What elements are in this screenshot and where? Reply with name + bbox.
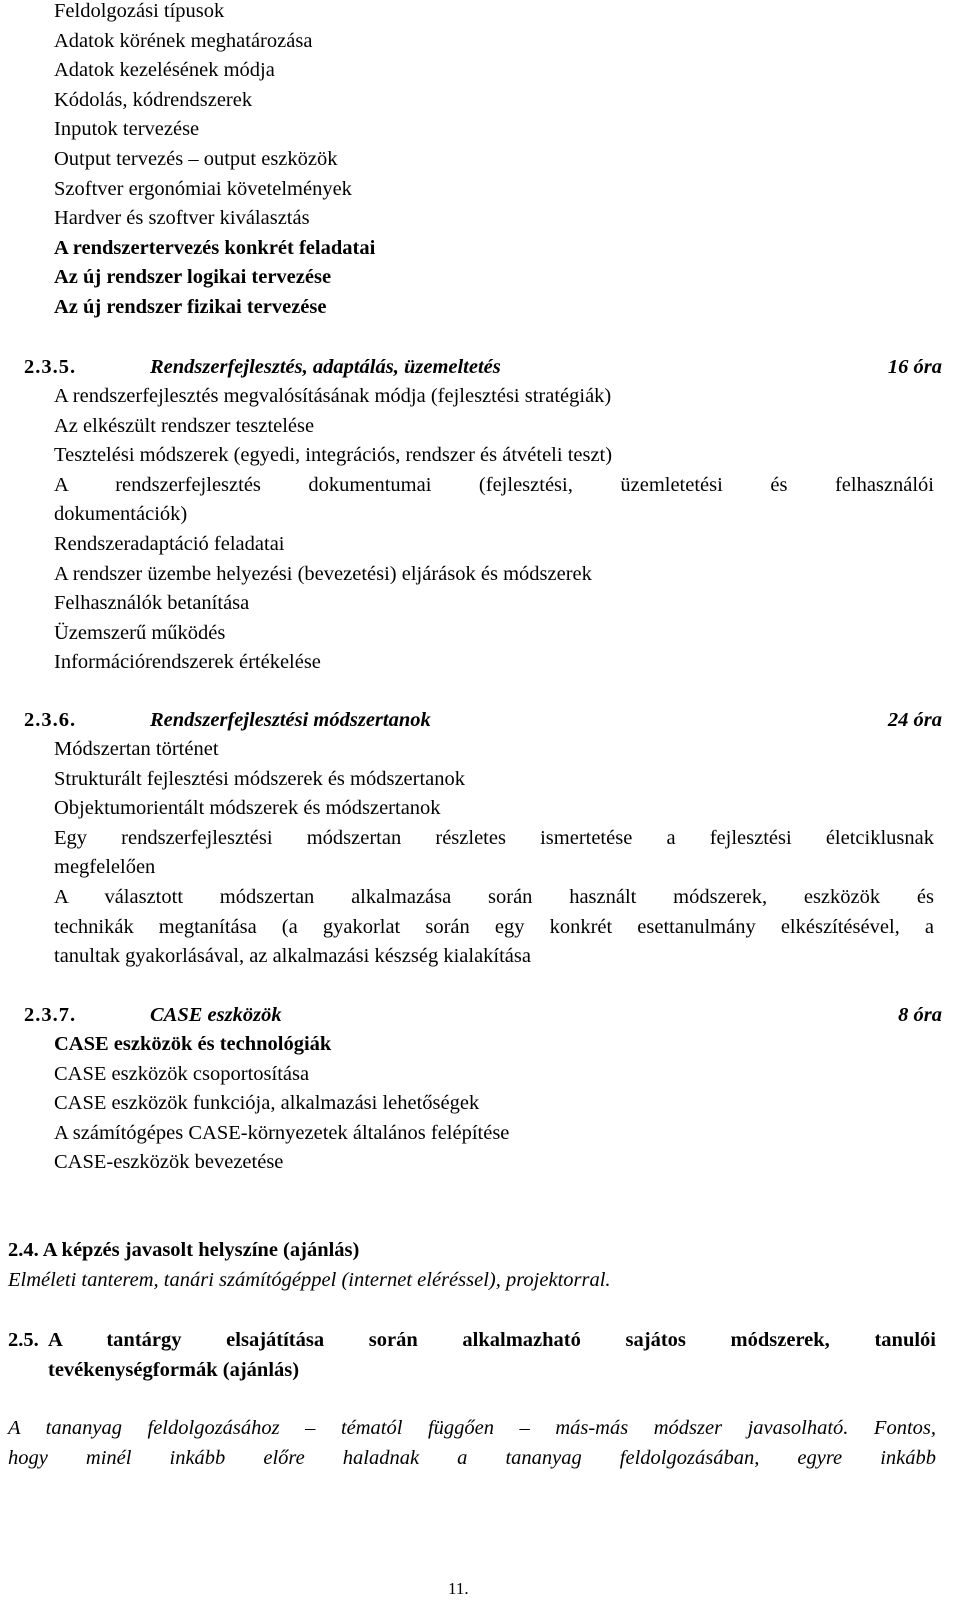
list-item: A számítógépes CASE-környezetek általános felépítése xyxy=(54,1121,510,1144)
section-title: CASE eszközök xyxy=(150,1004,282,1026)
paragraph-line: hogy minél inkább előre haladnak a tananyag feldolgozásában, egyre inkább xyxy=(8,1446,936,1469)
section-2-5-text xyxy=(8,1414,936,1473)
list-item: Kódolás, kódrendszerek xyxy=(54,88,253,111)
list-item: Feldolgozási típusok xyxy=(54,0,225,22)
heading-line: A tantárgy elsajátítása során alkalmazható sajátos módszerek, tanulói xyxy=(48,1329,936,1351)
section-number: 2.3.6. xyxy=(24,709,77,731)
section-2-3-7-list xyxy=(54,1030,509,1178)
section-title: Rendszerfejlesztési módszertanok xyxy=(150,709,431,731)
section-number: 2.3.5. xyxy=(24,356,77,378)
list-item: A választott módszertan alkalmazása során használt módszerek, eszközök és xyxy=(54,885,934,908)
list-item: Felhasználók betanítása xyxy=(54,592,250,615)
list-item: megfelelően xyxy=(54,856,156,879)
heading-line: tevékenységformák (ajánlás) xyxy=(48,1358,300,1381)
list-item: Rendszeradaptáció feladatai xyxy=(54,532,285,555)
list-item: Üzemszerű működés xyxy=(54,621,226,644)
list-item: Output tervezés – output eszközök xyxy=(54,147,338,170)
list-item: Objektumorientált módszerek és módszertanok xyxy=(54,797,441,820)
section-number: 2.3.7. xyxy=(24,1004,77,1026)
list-item: A rendszer üzembe helyezési (bevezetési) eljárások és módszerek xyxy=(54,562,592,585)
list-item: Szoftver ergonómiai követelmények xyxy=(54,177,352,200)
list-item: A rendszerfejlesztés dokumentumai (fejlesztési, üzemletetési és felhasználói xyxy=(54,473,934,496)
section-number-2-5: 2.5. xyxy=(8,1329,39,1351)
paragraph-line: A tananyag feldolgozásához – tématól függően – más-más módszer javasolható. Fontos, xyxy=(8,1417,936,1439)
section-heading-2-3-7 xyxy=(24,1001,942,1031)
list-item-bold: CASE eszközök és technológiák xyxy=(54,1033,332,1055)
section-heading-2-4: 2.4. A képzés javasolt helyszíne (ajánlás) xyxy=(8,1239,360,1261)
list-item-bold: A rendszertervezés konkrét feladatai xyxy=(54,236,376,259)
list-item: Strukturált fejlesztési módszerek és módszertanok xyxy=(54,767,466,790)
list-item-bold: Az új rendszer logikai tervezése xyxy=(54,266,332,289)
list-item: A rendszerfejlesztés megvalósításának módja (fejlesztési stratégiák) xyxy=(54,385,612,407)
list-item: Az elkészült rendszer tesztelése xyxy=(54,414,315,437)
section-heading-2-5 xyxy=(48,1326,936,1385)
list-item: dokumentációk) xyxy=(54,503,188,526)
list-item: tanultak gyakorlásával, az alkalmazási készség kialakítása xyxy=(54,945,531,968)
section-2-4-text: Elméleti tanterem, tanári számítógéppel (internet eléréssel), projektorral. xyxy=(8,1269,611,1291)
list-item: Módszertan történet xyxy=(54,738,219,760)
section-hours: 24 óra xyxy=(887,709,942,731)
section-2-3-6-list xyxy=(54,735,934,972)
list-item: CASE-eszközök bevezetése xyxy=(54,1151,284,1174)
list-item: Egy rendszerfejlesztési módszertan részletes ismertetése a fejlesztési életciklusnak xyxy=(54,826,934,849)
top-topic-list xyxy=(54,0,375,323)
list-item: CASE eszközök funkciója, alkalmazási lehetőségek xyxy=(54,1092,480,1115)
list-item: Hardver és szoftver kiválasztás xyxy=(54,207,310,230)
list-item: technikák megtanítása (a gyakorlat során egy konkrét esettanulmány elkészítésével, a xyxy=(54,915,934,938)
list-item: Adatok körének meghatározása xyxy=(54,29,313,52)
section-heading-2-3-6 xyxy=(24,706,942,736)
page-number: 11. xyxy=(448,1579,469,1598)
section-hours: 8 óra xyxy=(898,1004,942,1026)
list-item: CASE eszközök csoportosítása xyxy=(54,1062,310,1085)
list-item: Információrendszerek értékelése xyxy=(54,651,321,674)
section-title: Rendszerfejlesztés, adaptálás, üzemeltetés xyxy=(150,356,501,378)
section-hours: 16 óra xyxy=(887,356,942,378)
section-2-3-5-list xyxy=(54,382,934,678)
list-item-bold: Az új rendszer fizikai tervezése xyxy=(54,295,327,318)
list-item: Inputok tervezése xyxy=(54,118,200,141)
list-item: Tesztelési módszerek (egyedi, integrációs, rendszer és átvételi teszt) xyxy=(54,444,613,467)
section-heading-2-3-5 xyxy=(24,353,942,383)
list-item: Adatok kezelésének módja xyxy=(54,59,275,82)
